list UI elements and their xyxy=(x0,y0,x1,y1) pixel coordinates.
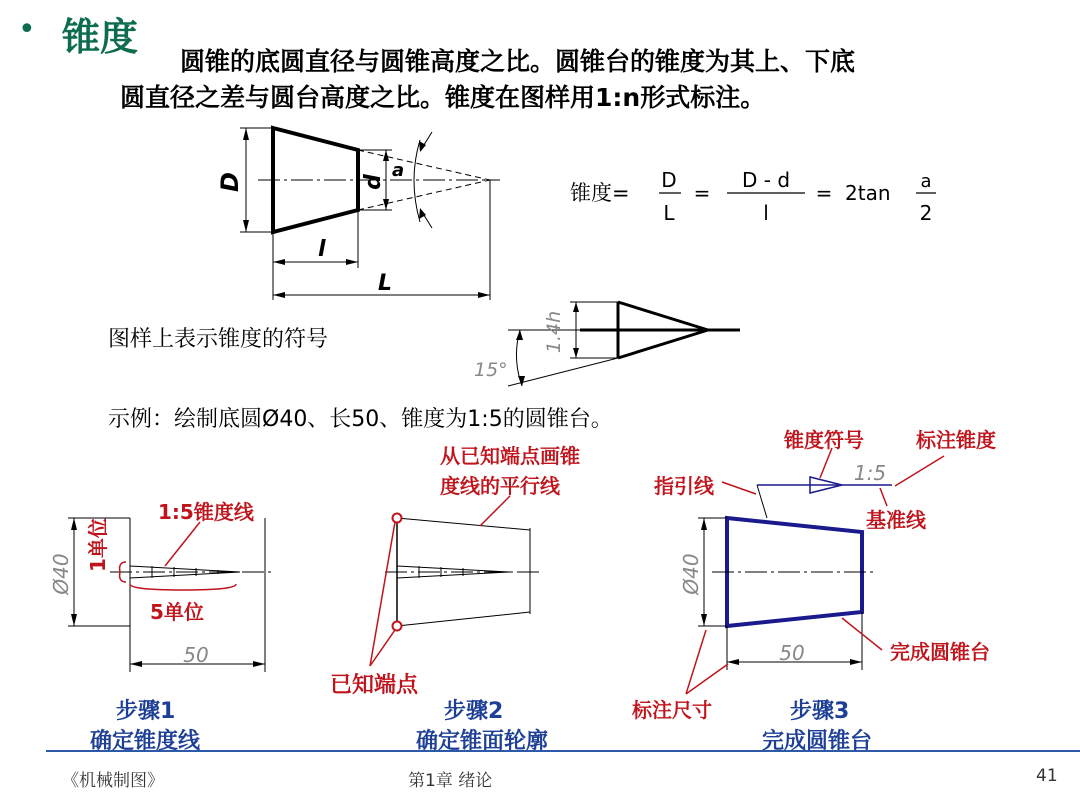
example-text: 示例：绘制底圆Ø40、长50、锥度为1:5的圆锥台。 xyxy=(108,407,613,432)
step1-leader xyxy=(165,522,200,566)
symbol-height-label: 1.4h xyxy=(543,310,565,354)
formula-prefix: 锥度= xyxy=(570,181,630,205)
intro-line-1: 圆锥的底圆直径与圆锥高度之比。圆锥台的锥度为其上、下底 xyxy=(180,47,856,76)
step2-upper-profile xyxy=(397,518,530,530)
step1-label: 步骤1 xyxy=(116,699,176,724)
label-L: L xyxy=(378,271,393,296)
formula-f1-num: D xyxy=(661,168,677,192)
step3-dim-pointer-2 xyxy=(686,664,728,694)
step3-datum-note: 基准线 xyxy=(866,508,926,532)
formula-eq1: = xyxy=(693,181,711,205)
step2-parallel-leader xyxy=(480,496,510,526)
step1-one-unit-note: 1单位 xyxy=(86,518,110,572)
truncated-cone-diagram xyxy=(216,128,500,300)
step1-five-unit-brace xyxy=(130,584,236,590)
step3-dim-len: 50 xyxy=(779,641,805,665)
step1-dim-len: 50 xyxy=(183,643,209,667)
step3-leader-line xyxy=(757,485,767,518)
step3-leader-pointer xyxy=(722,482,756,494)
symbol-caption: 图样上表示锥度的符号 xyxy=(108,327,329,352)
step2-diagram xyxy=(370,496,540,666)
footer-chapter: 第1章 绪论 xyxy=(408,771,493,791)
step3-dim-pointer-1 xyxy=(686,630,706,694)
step2-known-point-bottom xyxy=(393,622,402,631)
step2-desc: 确定锥面轮廓 xyxy=(416,729,549,754)
step2-label: 步骤2 xyxy=(444,699,504,724)
label-l: l xyxy=(318,237,326,262)
step3-mark-leader xyxy=(895,456,944,486)
step3-finish-note: 完成圆锥台 xyxy=(890,640,990,664)
label-d: d xyxy=(361,174,386,190)
title-bullet: • xyxy=(18,12,36,47)
step2-known-point-top xyxy=(393,514,402,523)
step1-five-units-note: 5单位 xyxy=(150,600,204,624)
formula-f3-num: a xyxy=(920,171,932,192)
footer-book: 《机械制图》 xyxy=(62,771,164,791)
step2-parallel-note-1: 从已知端点画锥 xyxy=(440,444,580,468)
step1-taper-upper xyxy=(130,566,240,572)
formula-tan: 2tan xyxy=(845,181,891,205)
formula-f3-den: 2 xyxy=(919,201,933,225)
taper-symbol-diagram xyxy=(474,302,740,386)
step3-taper-symbol-note: 锥度符号 xyxy=(784,428,864,452)
step1-dim-phi: Ø40 xyxy=(49,553,73,595)
step3-dim-phi: Ø40 xyxy=(679,553,703,595)
step3-label: 步骤3 xyxy=(790,699,850,724)
step2-parallel-note-2: 度线的平行线 xyxy=(440,474,560,498)
symbol-angle-label: 15° xyxy=(474,359,508,381)
formula-f2-num: D - d xyxy=(741,168,791,192)
step3-mark-taper-note: 标注锥度 xyxy=(916,428,996,452)
label-a: a xyxy=(392,160,405,181)
step2-known-points-note: 已知端点 xyxy=(330,673,419,698)
step1-taper-lower xyxy=(130,572,240,578)
step3-dim-note: 标注尺寸 xyxy=(632,698,712,722)
formula-eq2: = xyxy=(815,181,833,205)
formula-f2-den: l xyxy=(763,201,769,225)
formula-f1-den: L xyxy=(663,201,675,225)
taper-formula xyxy=(570,168,936,225)
step3-desc: 完成圆锥台 xyxy=(762,729,873,754)
step1-desc: 确定锥度线 xyxy=(90,729,201,754)
footer-page-number: 41 xyxy=(1036,766,1058,786)
angle-arc-a xyxy=(414,140,420,222)
step1-taper-line-note: 1:5锥度线 xyxy=(158,500,254,524)
step2-lower-profile xyxy=(397,612,530,626)
intro-line-2: 圆直径之差与圆台高度之比。锥度在图样用1:n形式标注。 xyxy=(120,83,766,112)
step3-leader-note: 指引线 xyxy=(654,474,714,498)
slide-title: 锥度 xyxy=(62,15,139,59)
label-D: D xyxy=(216,172,244,192)
step3-ratio: 1:5 xyxy=(853,461,887,485)
